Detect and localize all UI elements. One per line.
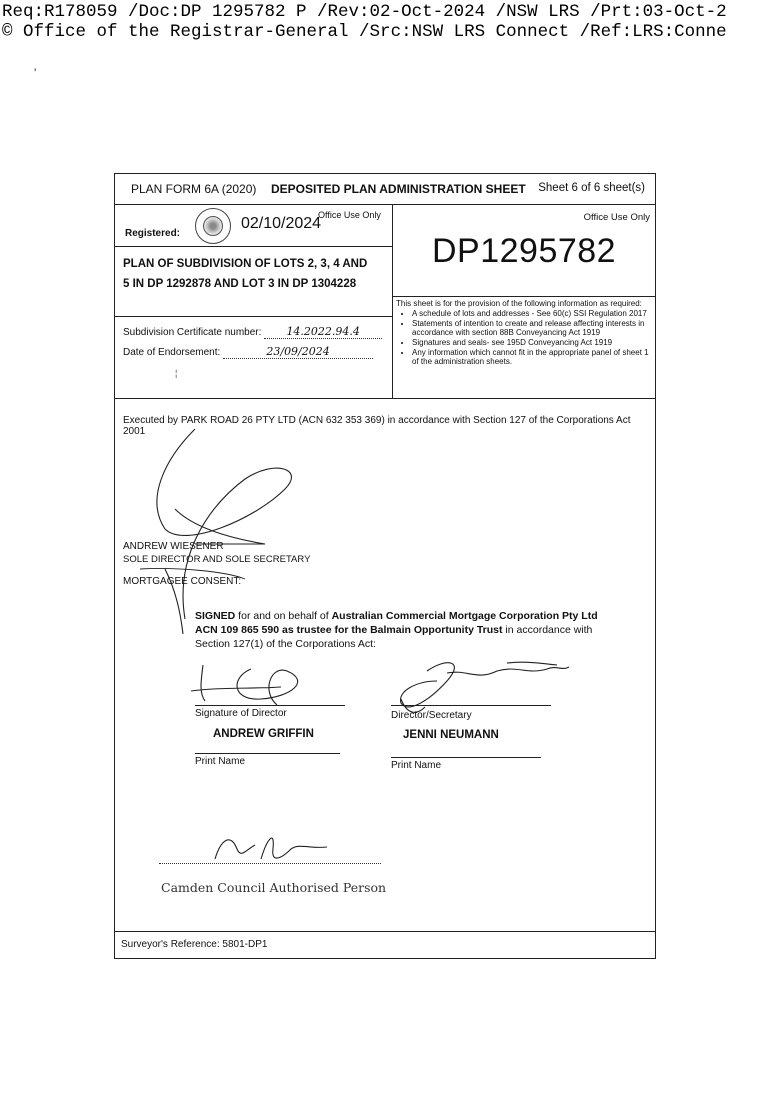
wiesener-signature xyxy=(135,419,335,639)
notes-item: • A schedule of lots and addresses - See 60(c) SSI Regulation 2017 xyxy=(412,309,654,318)
endorsement-date: 23/09/2024 xyxy=(223,345,373,359)
print-name-line xyxy=(391,757,541,758)
office-use-label: Office Use Only xyxy=(318,210,381,220)
sheet-notes xyxy=(396,299,654,367)
notes-item: • Signatures and seals- see 195D Conveyancing Act 1919 xyxy=(412,338,654,347)
certificate-label: Subdivision Certificate number: xyxy=(123,327,262,338)
signed-mid: for and on behalf of xyxy=(235,610,332,622)
form-name: PLAN FORM 6A (2020) xyxy=(131,182,257,196)
endorsement-line xyxy=(123,345,373,359)
mortgagee-company: Australian Commercial Mortgage Corporation Pty Ltd ACN 109 865 590 as trustee for the Balmain Opportunity Trust xyxy=(195,610,598,636)
surveyor-reference-row xyxy=(115,931,655,958)
administration-sheet xyxy=(114,173,656,959)
copyright-header: © Office of the Registrar-General /Src:NSW LRS Connect /Ref:LRS:Conne xyxy=(2,22,727,42)
sheet-number: Sheet 6 of 6 sheet(s) xyxy=(538,182,645,194)
print-name-label: Print Name xyxy=(195,756,246,767)
certificate-line xyxy=(123,325,382,339)
mortgagee-consent-label: MORTGAGEE CONSENT: xyxy=(123,576,242,587)
scan-mark: ¦ xyxy=(175,368,178,378)
director-signature-line xyxy=(195,705,345,706)
right-panel xyxy=(392,204,656,398)
director-secretary-label: Director/Secretary xyxy=(391,710,472,721)
execution-statement: Executed by PARK ROAD 26 PTY LTD (ACN 632 353 369) in accordance with Section 127 of the Corporations Act 2001 xyxy=(123,415,631,437)
notes-intro: This sheet is for the provision of the following information as required: xyxy=(396,299,642,308)
council-signature-line xyxy=(159,863,381,864)
registrar-seal-icon xyxy=(195,208,231,244)
notes-list xyxy=(396,309,654,366)
endorsement-label: Date of Endorsement: xyxy=(123,347,221,358)
scan-mark: ' xyxy=(34,66,37,80)
execution-panel xyxy=(115,398,655,931)
plan-number-box xyxy=(392,204,656,297)
registered-label: Registered: xyxy=(125,228,181,239)
plan-number: DP1295782 xyxy=(432,232,617,270)
surveyor-reference: Surveyor's Reference: 5801-DP1 xyxy=(121,939,268,950)
sheet-title: DEPOSITED PLAN ADMINISTRATION SHEET xyxy=(271,182,526,196)
form-header-row xyxy=(115,174,655,205)
plan-title-line-1: PLAN OF SUBDIVISION OF LOTS 2, 3, 4 AND xyxy=(123,258,368,270)
notes-item: • Any information which cannot fit in the appropriate panel of sheet 1 of the administration sheets. xyxy=(412,348,654,366)
notes-item: • Statements of intention to create and release affecting interests in accordance with section 88B Conveyancing Act 1919 xyxy=(412,319,654,337)
left-panel xyxy=(115,204,393,398)
plan-title-box xyxy=(115,246,392,317)
print-name-label: Print Name xyxy=(391,760,442,771)
director-role: SOLE DIRECTOR AND SOLE SECRETARY xyxy=(123,554,311,565)
plan-title-line-2: 5 IN DP 1292878 AND LOT 3 IN DP 1304228 xyxy=(123,278,357,290)
griffin-signature xyxy=(191,661,331,711)
director-name: ANDREW WIESENER xyxy=(123,541,224,552)
signed-word: SIGNED xyxy=(195,610,236,622)
secretary-print-name: JENNI NEUMANN xyxy=(403,729,499,741)
council-signature xyxy=(211,819,331,869)
council-authorised-person-label: Camden Council Authorised Person xyxy=(161,880,387,895)
office-use-label: Office Use Only xyxy=(583,212,650,223)
certificate-number: 14.2022.94.4 xyxy=(264,325,382,339)
signed-end: in accordance with Section 127(1) of the Corporations Act: xyxy=(195,624,593,650)
registration-box xyxy=(115,204,392,247)
registration-date: 02/10/2024 xyxy=(241,215,322,232)
director-print-name: ANDREW GRIFFIN xyxy=(213,728,314,740)
signature-of-director-label: Signature of Director xyxy=(195,708,287,719)
print-name-line xyxy=(195,753,340,754)
mortgagee-consent-statement xyxy=(195,609,615,651)
document-request-header: Req:R178059 /Doc:DP 1295782 P /Rev:02-Oct-2024 /NSW LRS /Prt:03-Oct-2 xyxy=(2,2,727,22)
secretary-signature-line xyxy=(391,705,551,706)
